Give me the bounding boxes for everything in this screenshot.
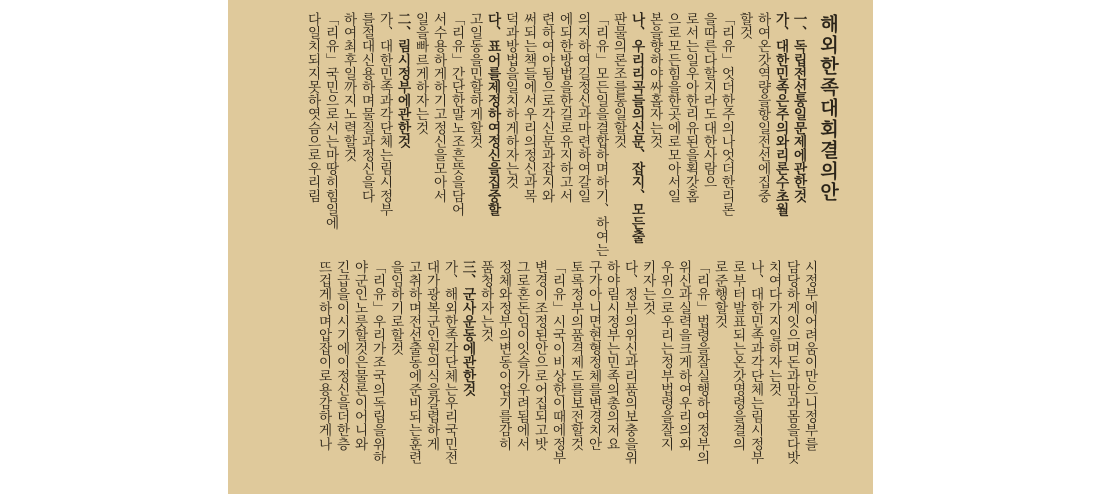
text-column: 할것 — [736, 12, 753, 40]
text-column: 뜨겁게하며압잡이로용감하게나 — [315, 260, 332, 451]
text-column: 판물의론조를통일할것 — [610, 12, 627, 148]
text-column: 가、해외한족각단체는우리국민전 — [441, 260, 458, 464]
text-column: 가、대한민족과각단체는림시정부 — [376, 12, 393, 216]
text-column: 일을빠르게하자는것 — [412, 12, 429, 135]
text-column: 써되는책들에서우리의정신과목 — [520, 12, 537, 203]
text-column: 하여최후일까지노력할것 — [340, 12, 357, 162]
text-column: 본을향하야싸홀자는것 — [646, 12, 663, 148]
text-column: 키자는것 — [639, 260, 656, 315]
text-column: 에되한방법을한길로유지하고서 — [556, 12, 573, 203]
text-column: 나、대한민족과각단체는림시정부 — [747, 260, 764, 464]
text-column: 위신과실력을크게하여우리의외 — [675, 260, 692, 451]
text-column: 시정부에어려움이만으니정부를 — [801, 260, 818, 451]
document-page — [228, 0, 873, 494]
text-column: 으로모든힘을한곳에로모아서일 — [664, 12, 681, 203]
text-column: 토록정부의품격제도를보전할것 — [567, 260, 584, 451]
document-title: 해외한족대회결의안 — [817, 14, 839, 203]
text-column: 의지하여길정신과마련하여갈일 — [574, 12, 591, 203]
text-column: 정체와정부의변동이업기를감히 — [495, 260, 512, 451]
text-column: 다、표어를제정하여정신을집중할 — [484, 12, 501, 216]
text-column: 一、독립전선통일문제에관한것 — [790, 12, 807, 203]
text-column: 다、정부의위신과리품의보충을위 — [621, 260, 638, 464]
text-column: 고취하며전선출동에준비되는훈련 — [405, 260, 422, 464]
text-column: 三、군사운동에관한것 — [459, 260, 476, 396]
text-column: 를절대신용하며물질과정신을다 — [358, 12, 375, 203]
text-column: 로부터발표되는온갓명령을결의 — [729, 260, 746, 451]
text-column: 담당하게잇으며돈과맘과몸을다밧 — [783, 260, 800, 464]
text-column: 고일동을민할하게할것 — [466, 12, 483, 148]
text-column: 「리유」국민으로서는마땅히힘일에 — [322, 12, 339, 230]
text-column: 구가아니면현형정체를변경치안 — [585, 260, 602, 451]
text-column: 가、대한민족은주의와리론수초월 — [772, 12, 789, 216]
text-column: 긴급을이시기에이정신을더한층 — [333, 260, 350, 451]
text-column: 덕과방법을일치하게하자는것 — [502, 12, 519, 189]
text-column: 「리유」모든일을결합하며하기、하여는 — [592, 12, 609, 257]
text-column: 하야림시정부는민족의총의저요 — [603, 260, 620, 451]
text-column: 二、림시정부에관한것 — [394, 12, 411, 148]
text-column: 변경이조정된안으로어집되고밧 — [531, 260, 548, 451]
text-column: 「리유」시국이비상한이때에정부 — [549, 260, 566, 464]
text-column: 대가광복군인원의식을갈렵하게 — [423, 260, 440, 451]
text-column: 품청하자는것 — [477, 260, 494, 342]
text-column: 치여다가지일하자는것 — [765, 260, 782, 396]
text-column: 우위으로우리는정부법령을잘지 — [657, 260, 674, 451]
text-column: 「리유」우리가조국의독립을위하 — [369, 260, 386, 464]
text-column: 다일치되지못하엿슴으로우리림 — [304, 12, 321, 203]
text-column: 「리유」엇더한주의나엇더한리론 — [718, 12, 735, 216]
text-column: 을임하기로할것 — [387, 260, 404, 356]
text-column: 「리유」간단한말노조흔뜻을담어 — [448, 12, 465, 216]
text-column: 로서는일우아한리유된을획갓홈 — [682, 12, 699, 203]
text-column: 서수용하게하기고정신을모아서 — [430, 12, 447, 203]
text-column: 하여온갓역량을항일전선에집중 — [754, 12, 771, 203]
text-column: 「리유」법령을잘실행하여정부의 — [693, 260, 710, 464]
text-column: 을따른다할지라도대한사람으 — [700, 12, 717, 189]
text-column: 로준행할것 — [711, 260, 728, 328]
text-column: 그로혼돈임이잇슬가우려됨에서 — [513, 260, 530, 451]
text-column: 야군인노릇할것은물론이어니와 — [351, 260, 368, 451]
text-column: 련하여야됨으로각신문과잡지와 — [538, 12, 555, 203]
text-column: 나、우리리곡들의신문、잡지、모든출 — [628, 12, 645, 244]
